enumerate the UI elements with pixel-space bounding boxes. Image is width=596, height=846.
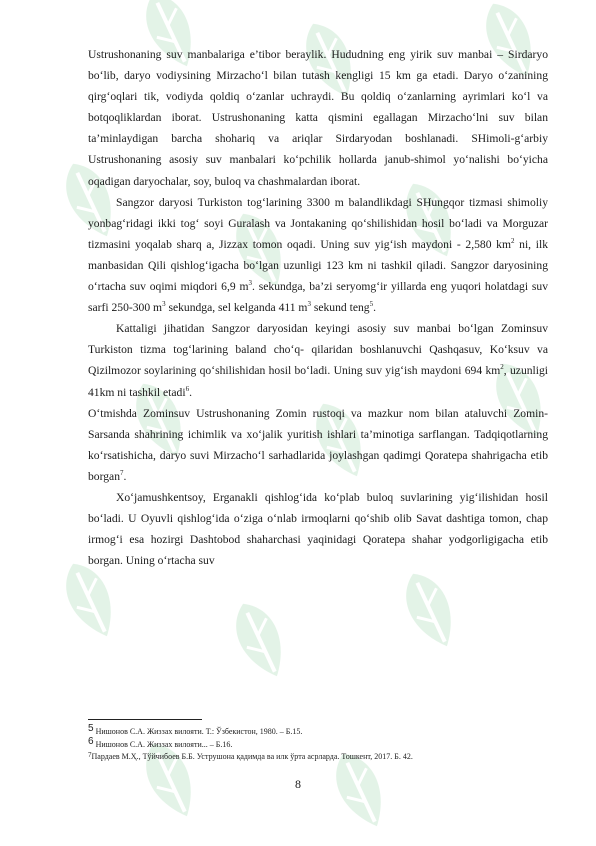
footnote-divider xyxy=(88,719,202,720)
footnote-ref-7[interactable]: 7 xyxy=(120,469,124,478)
footnote-6: 6 Нишонов С.А. Жиззах вилояти... – Б.16. xyxy=(88,735,233,749)
paragraph-1: Ustrushonaning suv manbalariga e’tibor beraylik. Hududning eng yirik suv manbai – Sirdaryo bo‘lib, daryo vodiysining Mirzacho‘l bilan tutash kengligi 15 km ga etadi. Daryo o‘zanining qirg‘oqlari tik, vodiyda qoldiq o‘zanlar uchraydi. Bu qoldiq o‘zanlarning ayrimlari ko‘l va botqoqliklardan iborat. Ustrushonaning katta qismini egallagan Mirzacho‘lni suv bilan ta’minlaydigan barcha shohariq va ariqlar Sirdaryodan boshlanadi. SHimoli-g‘arbiy Ustrushonaning asosiy suv manbalari ko‘pchilik hollarda janub-shimol yo‘nalishi bo‘yicha oqadigan daryochalar, soy, buloq va chashmalardan iborat. xyxy=(88,48,548,188)
leaf-watermark-icon xyxy=(209,584,310,695)
footnote-5: 5 Нишонов С.А. Жиззах вилояти. Т.: Ўзбекистон, 1980. – Б.15. xyxy=(88,723,303,736)
page-body xyxy=(88,44,548,571)
footnote-7: 7Пардаев М.Ҳ., Тўйчибоев Б.Б. Уструшона қадимда ва илк ўрта асрларда. Тошкент, 2017. Б. 42. xyxy=(88,751,413,761)
footnote-ref-6[interactable]: 6 xyxy=(185,384,190,393)
page-number: 8 xyxy=(295,777,301,791)
paragraph-5: Xo‘jamushkentsoy, Erganakli qishlog‘ida ko‘plab buloq suvlarining yig‘ilishidan hosil bo‘ladi. U Oyuvli qishlog‘ida o‘ziga o‘nlab irmoqlarni qo‘shib olib Savat dashtiga tomon, chap irmog‘i esa hozirgi Dashtobod shaharchasi yaqinidagi Qoratepa shahar yodgorligigacha etib borgan. Uning o‘rtacha suv xyxy=(88,490,548,568)
footnotes xyxy=(88,723,548,764)
paragraph-2: Sangzor daryosi Turkiston tog‘larining 3300 m balandlikdagi SHungqor tizmasi shimoliy yonbag‘ridagi ikki tog‘ soyi Guralash va Jontakaning qo‘shilishidan hosil bo‘ladi va Morguzar tizmasini yoqalab sharq a, Jizzax tomon oqadi. Uning suv yig‘ish maydoni - 2,580 $km^2$ ni, ilk manbasidan Qili qishlog‘igacha bo‘lgan uzunligi 123 km ni tashkil qiladi. Sangzor daryosining o‘rtacha suv oqimi miqdori 6,9 $m^3$. sekundga, ba’zi seryomg‘ir yillarda eng yuqori holatdagi suv sarfi 250-300 $m^3$ sekundga, sel kelganda 411 $m^3$ sekund teng$^5$. xyxy=(88,195,548,315)
footnote-ref-5[interactable]: 5 xyxy=(369,300,374,309)
paragraph-3: Kattaligi jihatidan Sangzor daryosidan keyingi asosiy suv manbai bo‘lgan Zominsuv Turkiston tizma tog‘larining baland cho‘q- qilaridan boshlanuvchi Qashqasuv, Ko‘ksuv va Qizilmozor soylarining qo‘shilishidan hosil bo‘ladi. Uning suv yig‘ish maydoni 694 $km^2$, uzunligi 41km ni tashkil etadi$^6$. xyxy=(88,322,549,399)
paragraph-4: O‘tmishda Zominsuv Ustrushonaning Zomin rustoqi va mazkur nom bilan ataluvchi Zomin-Sarsanda shahrining ichimlik va xo‘jalik yuritish ishlari ta’minotiga sarflangan. Tadqiqotlarning ko‘rsatishicha, daryo suvi Mirzacho‘l sarhadlarida joylashgan qadimgi Qoratepa shahrigacha etib borgan$^7$. xyxy=(88,406,548,483)
